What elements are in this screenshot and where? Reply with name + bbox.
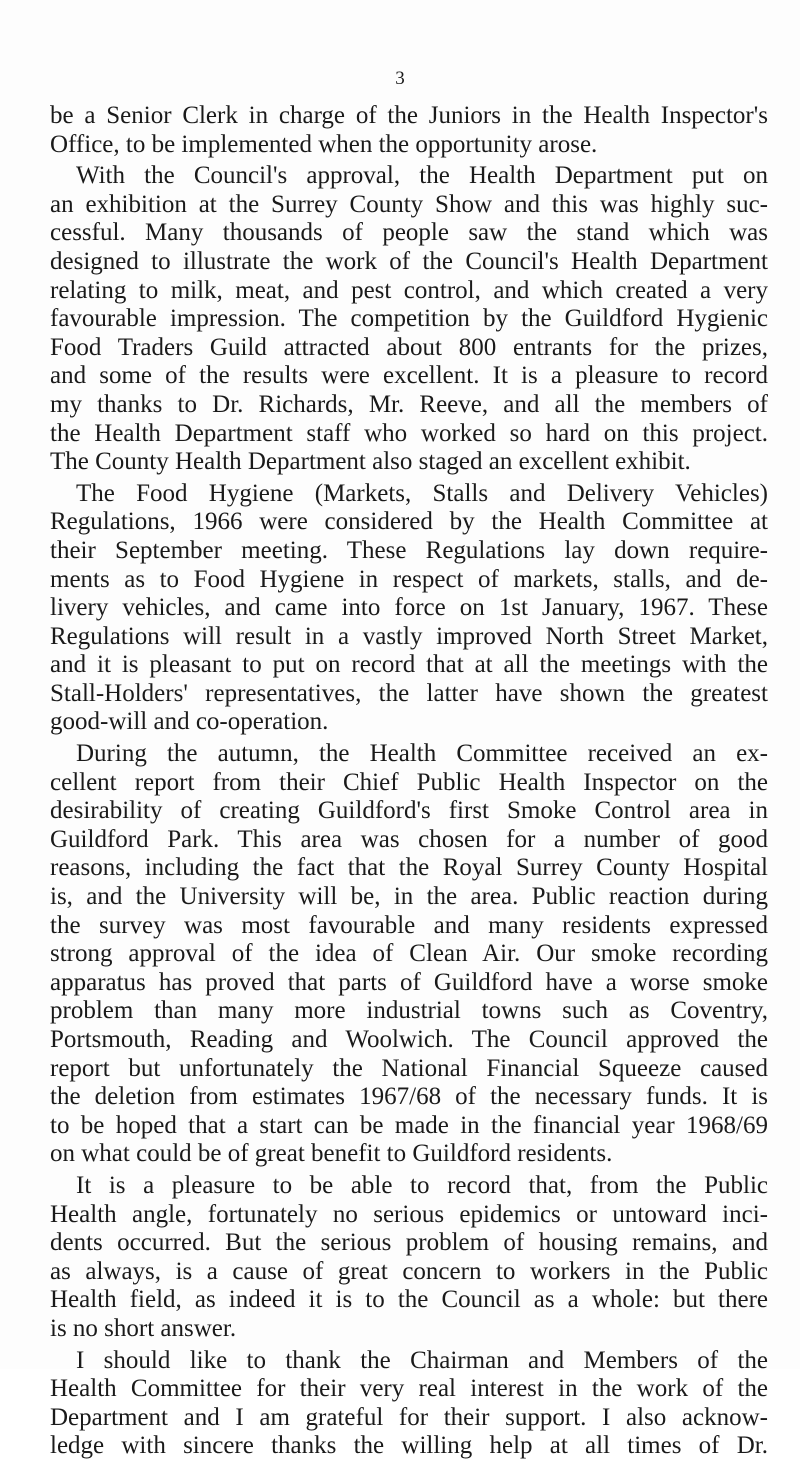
text-line: designed to illustrate the work of the Council's Health Department bbox=[50, 247, 768, 275]
text-line: favourable impression. The competition by the Guildford Hygienic bbox=[50, 305, 768, 333]
text-line: Department and I am grateful for their support. I also acknow- bbox=[50, 1403, 768, 1431]
text-line: the survey was most favourable and many residents expressed bbox=[50, 911, 768, 939]
text-line: the Health Department staff who worked so hard on this project. bbox=[50, 419, 768, 447]
text-line: With the Council's approval, the Health Department put on bbox=[76, 162, 768, 190]
text-line: Regulations, 1966 were considered by the Health Committee at bbox=[50, 508, 768, 536]
text-line: During the autumn, the Health Committee received an ex- bbox=[76, 740, 768, 768]
text-line: Stall-Holders' representatives, the latter have shown the greatest bbox=[50, 679, 768, 707]
text-line: is, and the University will be, in the area. Public reaction during bbox=[50, 883, 768, 911]
paragraph bbox=[50, 740, 768, 1169]
text-line: cessful. Many thousands of people saw the stand which was bbox=[50, 219, 768, 247]
text-line: be a Senior Clerk in charge of the Juniors in the Health Inspector's bbox=[50, 102, 768, 129]
text-line: as always, is a cause of great concern to workers in the Public bbox=[50, 1257, 768, 1285]
page-number: 3 bbox=[395, 68, 405, 89]
text-line: apparatus has proved that parts of Guildford have a worse smoke bbox=[50, 968, 768, 996]
body-text bbox=[50, 102, 768, 1464]
text-line: and it is pleasant to put on record that at all the meetings with the bbox=[50, 651, 768, 679]
text-line: Office, to be implemented when the opportunity arose. bbox=[50, 130, 598, 158]
text-line: Guildford Park. This area was chosen for a number of good bbox=[50, 825, 768, 853]
paragraph bbox=[50, 162, 768, 477]
text-line: Health angle, fortunately no serious epidemics or untoward inci- bbox=[50, 1200, 768, 1228]
text-line: Portsmouth, Reading and Woolwich. The Council approved the bbox=[50, 1026, 768, 1053]
text-line: Regulations will result in a vastly improved North Street Market, bbox=[50, 622, 768, 650]
text-line: good-will and co-operation. bbox=[50, 708, 329, 736]
paragraph bbox=[50, 1172, 768, 1344]
text-line: I should like to thank the Chairman and Members of the bbox=[76, 1346, 768, 1374]
text-line: their September meeting. These Regulations lay down require- bbox=[50, 536, 768, 564]
text-line: relating to milk, meat, and pest control, and which created a very bbox=[50, 276, 768, 304]
text-line: an exhibition at the Surrey County Show and this was highly suc- bbox=[50, 190, 768, 218]
text-line: is no short answer. bbox=[50, 1314, 237, 1342]
text-line: The County Health Department also staged an excellent exhibit. bbox=[50, 448, 691, 476]
paragraph bbox=[50, 1347, 768, 1461]
text-line: dents occurred. But the serious problem of housing remains, and bbox=[50, 1229, 768, 1257]
text-line: problem than many more industrial towns such as Coventry, bbox=[50, 997, 768, 1025]
paragraph bbox=[50, 480, 768, 737]
text-line: to be hoped that a start can be made in the financial year 1968/69 bbox=[50, 1111, 768, 1139]
text-line: the deletion from estimates 1967/68 of the necessary funds. It is bbox=[50, 1083, 768, 1111]
text-line: Food Traders Guild attracted about 800 entrants for the prizes, bbox=[50, 333, 768, 361]
text-line: on what could be of great benefit to Guildford residents. bbox=[50, 1140, 613, 1168]
text-line: my thanks to Dr. Richards, Mr. Reeve, and all the members of bbox=[50, 390, 768, 418]
text-line: strong approval of the idea of Clean Air. Our smoke recording bbox=[50, 940, 768, 968]
text-line: and some of the results were excellent. It is a pleasure to record bbox=[50, 362, 768, 390]
text-line: Health field, as indeed it is to the Council as a whole: but there bbox=[50, 1286, 768, 1314]
text-line: It is a pleasure to be able to record that, from the Public bbox=[76, 1171, 768, 1199]
text-line: ments as to Food Hygiene in respect of markets, stalls, and de- bbox=[50, 565, 768, 593]
paragraph bbox=[50, 102, 768, 159]
text-line: desirability of creating Guildford's first Smoke Control area in bbox=[50, 797, 768, 825]
text-line: livery vehicles, and came into force on 1st January, 1967. These bbox=[50, 594, 768, 622]
text-line: cellent report from their Chief Public Health Inspector on the bbox=[50, 768, 768, 796]
text-line: The Food Hygiene (Markets, Stalls and Delivery Vehicles) bbox=[76, 479, 768, 507]
text-line: report but unfortunately the National Financial Squeeze caused bbox=[50, 1054, 768, 1082]
text-line: Health Committee for their very real interest in the work of the bbox=[50, 1375, 768, 1403]
text-line: reasons, including the fact that the Royal Surrey County Hospital bbox=[50, 854, 768, 882]
text-line: ledge with sincere thanks the willing help at all times of Dr. bbox=[50, 1432, 768, 1460]
